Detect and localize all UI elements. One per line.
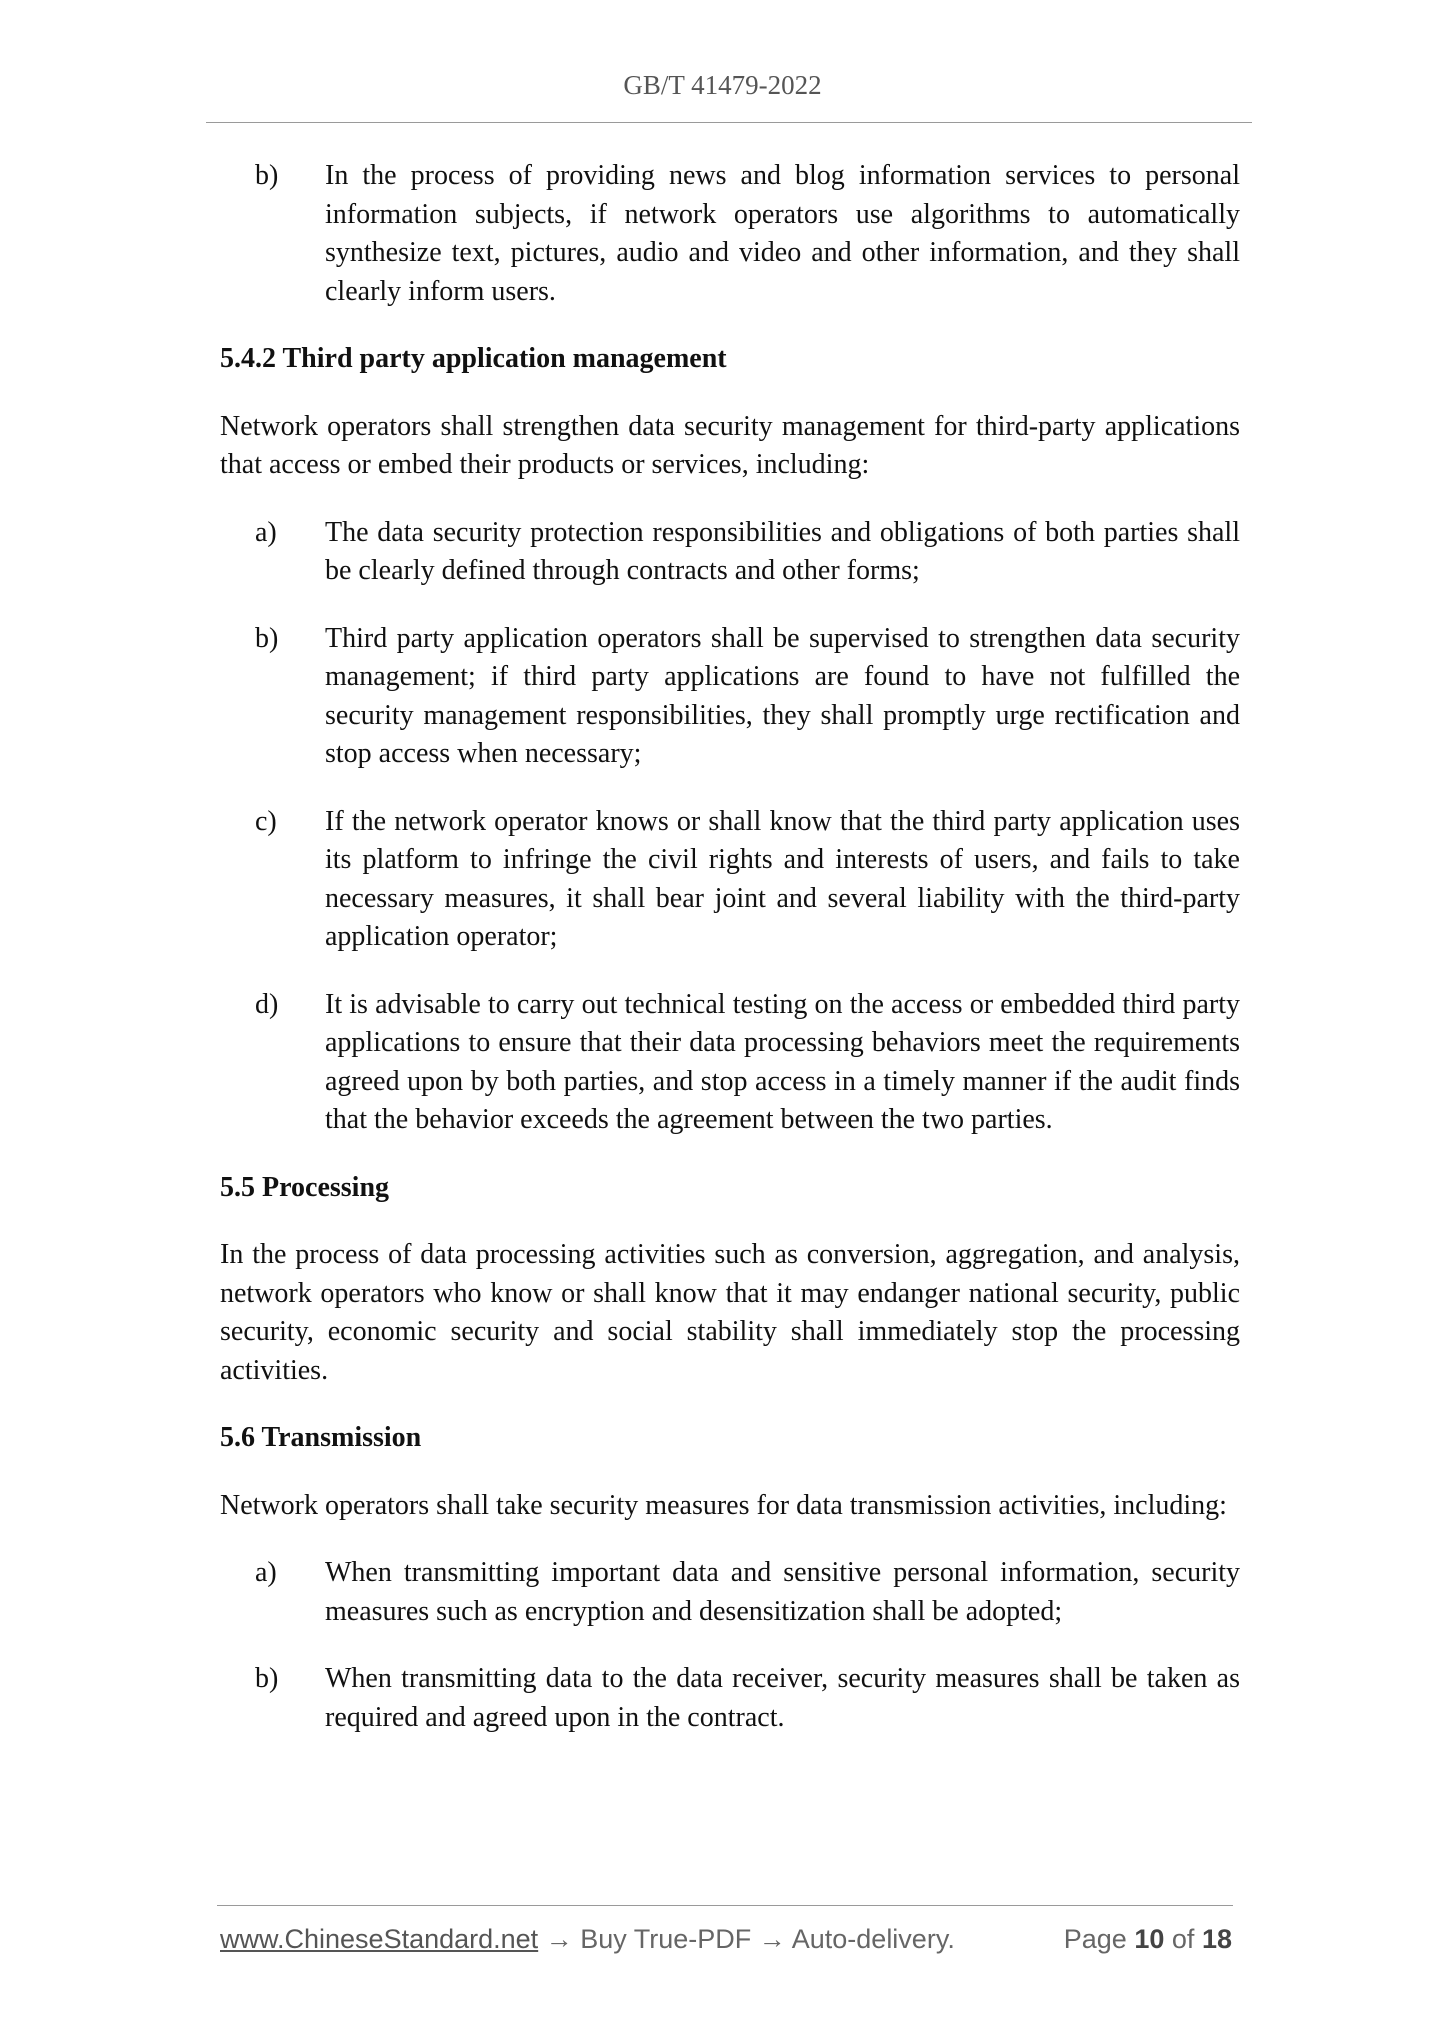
list-item bbox=[255, 620, 1240, 774]
list-item bbox=[255, 1660, 1240, 1737]
paragraph: In the process of data processing activities such as conversion, aggregation, and analysis, network operators who know or shall know that it may endanger national security, public security, economic security and social stability shall immediately stop the processing activities. bbox=[220, 1239, 1240, 1386]
list-item-text: In the process of providing news and blog information services to personal information subjects, if network operators use algorithms to automatically synthesize text, pictures, audio and video and other information, and they shall clearly inform users. bbox=[325, 160, 1240, 307]
header-divider bbox=[206, 122, 1252, 123]
page-current: 10 bbox=[1134, 1924, 1165, 1954]
document-code: GB/T 41479-2022 bbox=[623, 70, 822, 100]
site-link[interactable]: www.ChineseStandard.net bbox=[220, 1924, 539, 1954]
page-total: 18 bbox=[1201, 1924, 1232, 1954]
list-item bbox=[255, 1554, 1240, 1631]
list-item bbox=[255, 803, 1240, 957]
list-item bbox=[255, 157, 1240, 311]
section-heading: 5.4.2 Third party application management bbox=[220, 343, 727, 374]
page-indicator bbox=[1064, 1924, 1232, 1955]
list-item-text: When transmitting data to the data receiver, security measures shall be taken as required and agreed upon in the contract. bbox=[325, 1663, 1240, 1733]
list-marker: b) bbox=[255, 160, 279, 191]
list-item-text: It is advisable to carry out technical testing on the access or embedded third party applications to ensure that their data processing behaviors meet the requirements agreed upon by both parties, and stop access in a timely manner if the audit finds that the behavior exceeds the agreement between the two parties. bbox=[325, 988, 1240, 1135]
list-marker: a) bbox=[255, 1557, 277, 1588]
section-heading: 5.6 Transmission bbox=[220, 1422, 422, 1453]
list-marker: c) bbox=[255, 805, 277, 837]
list-marker: b) bbox=[255, 622, 279, 654]
section-heading: 5.5 Processing bbox=[220, 1171, 390, 1203]
list-marker: a) bbox=[255, 516, 277, 548]
paragraph: Network operators shall strengthen data security management for third-party applications that access or embed their products or services, including: bbox=[220, 410, 1240, 480]
page-of: of bbox=[1171, 1924, 1195, 1954]
footer-divider bbox=[217, 1905, 1233, 1906]
list-item bbox=[255, 986, 1240, 1140]
list-item-text: If the network operator knows or shall know that the third party application uses its platform to infringe the civil rights and interests of users, and fails to take necessary measures, it shall bear joint and several liability with the third-party application operator; bbox=[325, 805, 1240, 952]
list-item-text: Third party application operators shall be supervised to strengthen data security management; if third party applications are found to have not fulfilled the security management responsibilities, they shall promptly urge rectification and stop access when necessary; bbox=[325, 622, 1240, 769]
list-item bbox=[255, 514, 1240, 591]
promo-text: → Buy True-PDF → Auto-delivery. bbox=[538, 1924, 955, 1954]
list-item-text: When transmitting important data and sensitive personal information, security measures such as encryption and desensitization shall be adopted; bbox=[325, 1557, 1240, 1627]
page-label: Page bbox=[1063, 1924, 1127, 1954]
page-footer bbox=[220, 1924, 1232, 1955]
list-marker: d) bbox=[255, 988, 279, 1020]
paragraph: Network operators shall take security measures for data transmission activities, including: bbox=[220, 1489, 1227, 1521]
list-marker: b) bbox=[255, 1663, 279, 1694]
page-body bbox=[220, 157, 1240, 1766]
footer-promo bbox=[220, 1924, 955, 1955]
list-item-text: The data security protection responsibilities and obligations of both parties shall be clearly defined through contracts and other forms; bbox=[325, 516, 1240, 586]
